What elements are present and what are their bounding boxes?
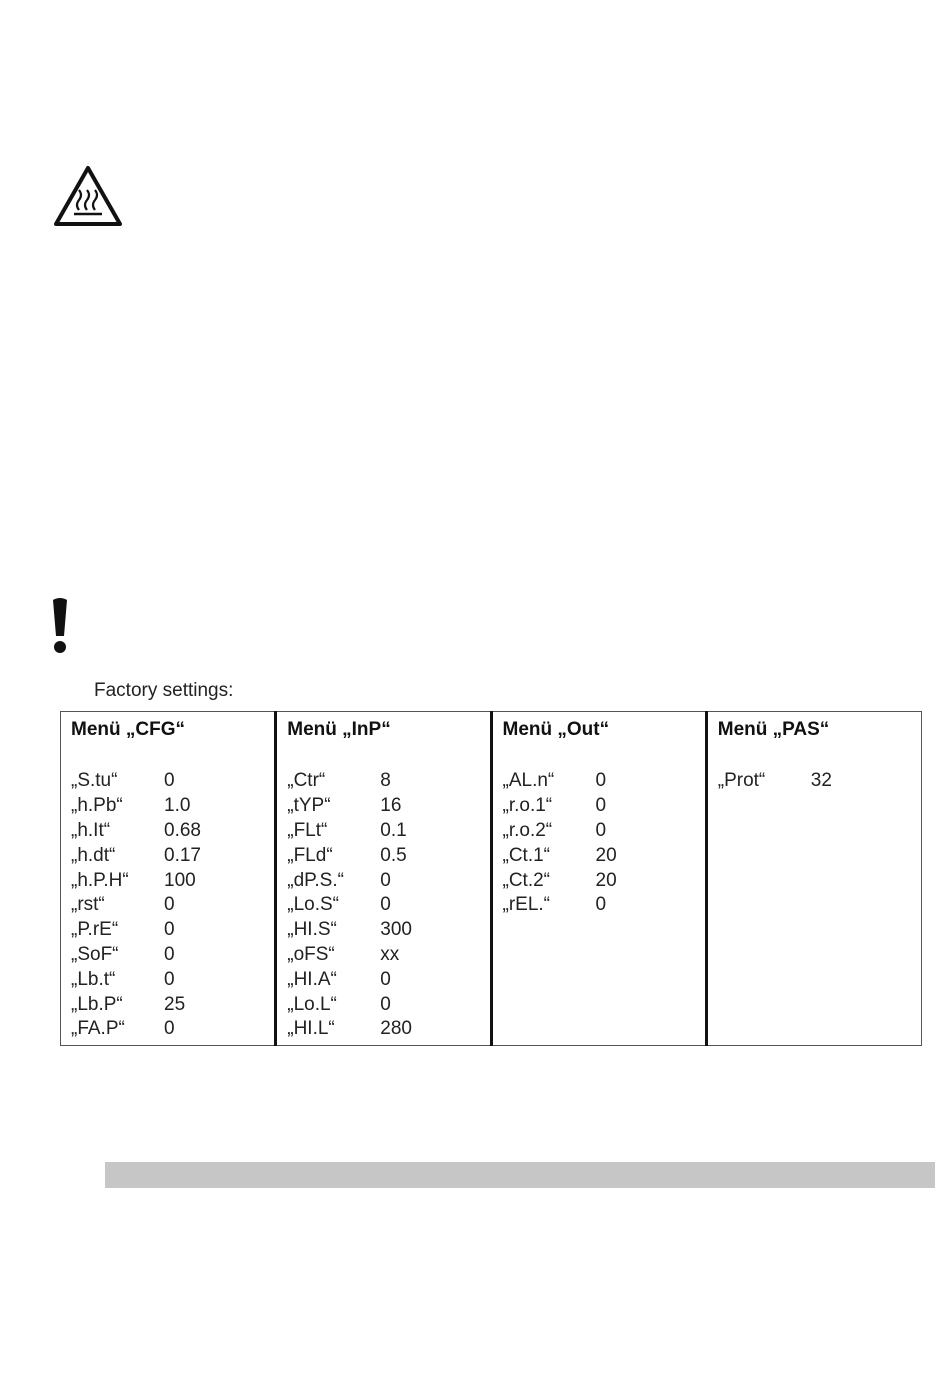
param-value: 0 (595, 770, 607, 792)
param-name: „Ct.1“ (502, 844, 550, 866)
param-row (287, 769, 489, 794)
menu-column (61, 712, 276, 1046)
param-row (287, 1017, 489, 1042)
param-value: 300 (380, 919, 412, 941)
param-value: 0.1 (380, 819, 407, 841)
param-value: 0 (164, 919, 175, 941)
param-name: „HI.L“ (287, 1018, 335, 1040)
param-row (287, 918, 489, 943)
param-row (287, 794, 489, 819)
menu-column (491, 712, 706, 1046)
param-row (287, 843, 489, 868)
param-value: 20 (595, 869, 617, 891)
param-row (71, 843, 274, 868)
exclamation-icon (50, 596, 70, 654)
param-value: 0 (595, 795, 607, 817)
menu-column (276, 712, 491, 1046)
section-divider-bar (105, 1162, 935, 1188)
param-name: „P.rE“ (71, 919, 119, 941)
param-row (503, 819, 705, 844)
param-row (503, 868, 705, 893)
param-name: „h.Pb“ (71, 795, 123, 817)
param-value: 16 (380, 795, 402, 817)
param-value: 0 (164, 770, 175, 792)
param-name: „Lo.L“ (287, 993, 337, 1015)
param-name: „tYP“ (287, 795, 331, 817)
param-value: 0 (164, 1018, 175, 1040)
factory-settings-table (60, 711, 922, 1046)
param-row (71, 893, 274, 918)
param-row (503, 794, 705, 819)
param-name: „h.P.H“ (71, 869, 129, 891)
menu-title: Menü „InP“ (287, 719, 391, 740)
param-value: xx (380, 943, 400, 965)
param-name: „FLd“ (287, 844, 333, 866)
param-row (287, 943, 489, 968)
param-row (71, 943, 274, 968)
param-row (503, 843, 705, 868)
param-row (71, 1017, 274, 1042)
param-value: 32 (810, 770, 832, 792)
param-name: „h.dt“ (71, 844, 116, 866)
param-value: 0 (595, 894, 607, 916)
param-name: „dP.S.“ (287, 869, 344, 891)
param-row (503, 769, 705, 794)
param-row (71, 992, 274, 1017)
param-value: 0 (380, 993, 391, 1015)
param-name: „Lb.P“ (71, 993, 123, 1015)
param-name: „Prot“ (717, 770, 766, 792)
menu-row (61, 712, 922, 1046)
param-value: 0.17 (164, 844, 201, 866)
param-value: 25 (164, 993, 186, 1015)
param-name: „HI.S“ (287, 919, 337, 941)
param-list (493, 769, 705, 918)
param-row (71, 967, 274, 992)
param-value: 280 (380, 1018, 412, 1040)
param-name: „Ctr“ (287, 770, 326, 792)
param-name: „Lb.t“ (71, 968, 116, 990)
param-row (287, 819, 489, 844)
param-row (287, 893, 489, 918)
param-value: 0 (164, 968, 175, 990)
param-value: 1.0 (164, 795, 191, 817)
param-value: 0 (380, 869, 391, 891)
param-value: 0.68 (164, 819, 201, 841)
param-list (61, 769, 274, 1042)
param-row (287, 967, 489, 992)
param-name: „S.tu“ (71, 770, 118, 792)
param-name: „r.o.1“ (502, 795, 553, 817)
param-row (71, 918, 274, 943)
param-row (71, 868, 274, 893)
param-value: 8 (380, 770, 391, 792)
factory-settings-label: Factory settings: (94, 680, 234, 701)
param-name: „SoF“ (71, 943, 119, 965)
param-name: „rEL.“ (502, 894, 550, 916)
param-value: 0 (164, 894, 175, 916)
param-value: 100 (164, 869, 196, 891)
param-row (71, 769, 274, 794)
param-list (708, 769, 921, 794)
param-row (718, 769, 921, 794)
menu-title: Menü „PAS“ (717, 719, 830, 740)
param-row (287, 992, 489, 1017)
param-name: „HI.A“ (287, 968, 337, 990)
param-name: „AL.n“ (502, 770, 555, 792)
menu-title: Menü „CFG“ (71, 719, 185, 740)
param-name: „FLt“ (287, 819, 328, 841)
param-row (287, 868, 489, 893)
param-name: „rst“ (71, 894, 105, 916)
param-value: 0 (380, 968, 391, 990)
param-value: 0 (595, 819, 607, 841)
param-value: 0.5 (380, 844, 407, 866)
menu-column (706, 712, 921, 1046)
param-value: 0 (380, 894, 391, 916)
param-value: 20 (595, 844, 617, 866)
param-name: „h.It“ (71, 819, 111, 841)
param-list (277, 769, 489, 1042)
param-name: „r.o.2“ (502, 819, 553, 841)
menu-title: Menü „Out“ (502, 719, 610, 740)
param-row (503, 893, 705, 918)
hot-surface-warning-icon (52, 164, 124, 228)
param-value: 0 (164, 943, 175, 965)
param-name: „oFS“ (287, 943, 335, 965)
param-name: „Lo.S“ (287, 894, 339, 916)
param-row (71, 794, 274, 819)
param-name: „Ct.2“ (502, 869, 550, 891)
param-name: „FA.P“ (71, 1018, 125, 1040)
param-row (71, 819, 274, 844)
